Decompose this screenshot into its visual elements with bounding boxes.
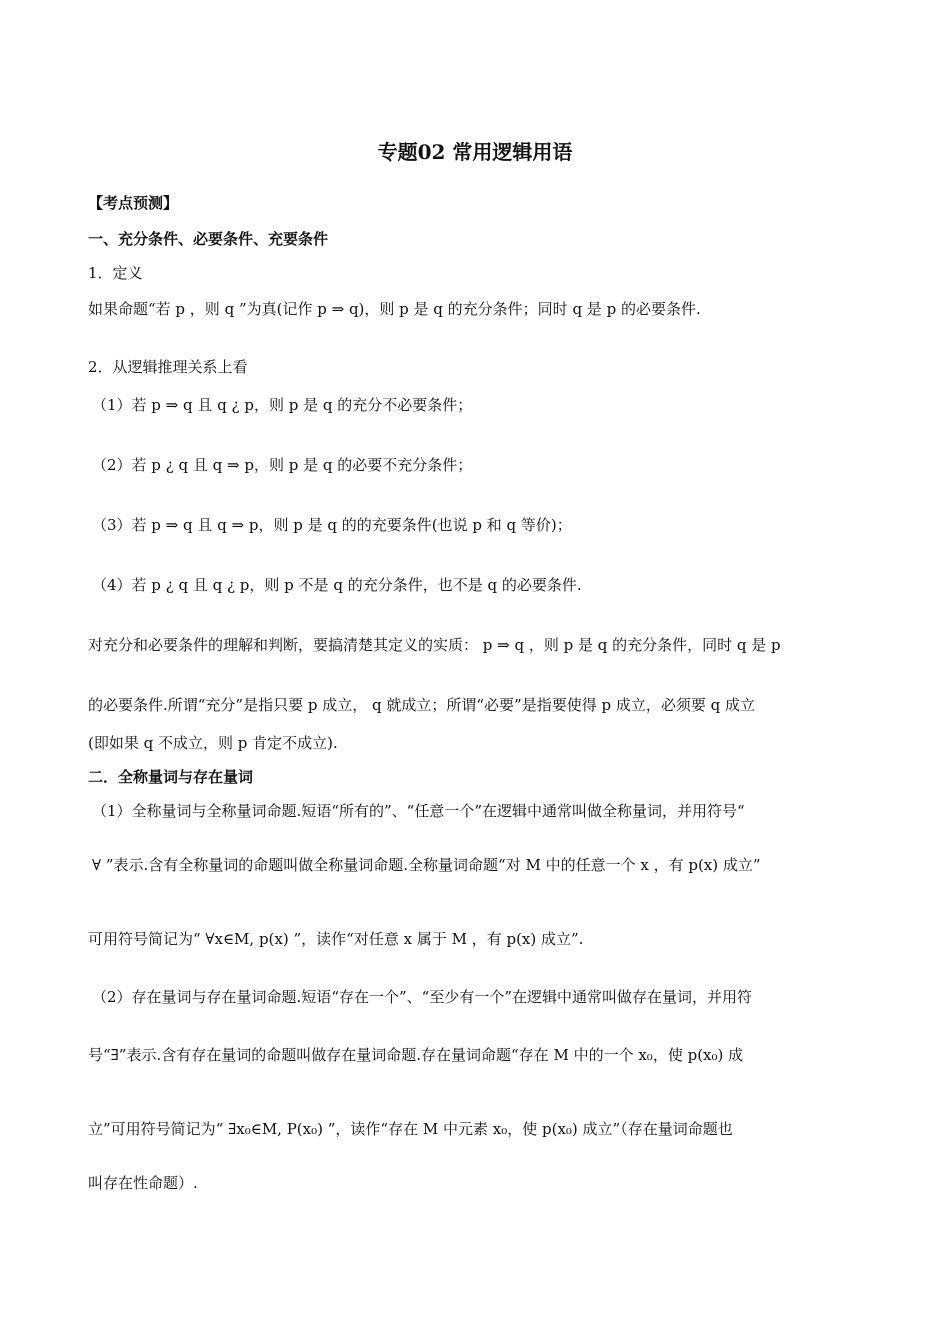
existential-line-3: 立”可用符号简记为“ ∃x₀∈M, P(x₀) ”，读作“存在 M 中元素 x₀，使 p(x₀) 成立”（存在量词命题也 bbox=[88, 1120, 733, 1138]
existential-line-2: 号“∃”表示.含有存在量词的命题叫做存在量词命题.存在量词命题“存在 M 中的一个 x₀，使 p(x₀) 成 bbox=[88, 1046, 744, 1064]
universal-line-3: 可用符号简记为“ ∀x∈M, p(x) ”，读作“对任意 x 属于 M ，有 p(x) 成立”. bbox=[88, 930, 584, 948]
case-2: （2）若 p ¿ q 且 q ⇒ p，则 p 是 q 的必要不充分条件； bbox=[92, 456, 473, 474]
paragraph-line-3: (即如果 q 不成立，则 p 肯定不成立). bbox=[88, 734, 338, 752]
paragraph-line-2: 的必要条件.所谓“充分”是指只要 p 成立， q 就成立；所谓“必要”是指要使得 p 成立，必须要 q 成立 bbox=[88, 696, 755, 714]
universal-line-1: （1）全称量词与全称量词命题.短语“所有的”、“任意一个”在逻辑中通常叫做全称量词，并用符号“ bbox=[92, 802, 745, 820]
existential-line-4: 叫存在性命题）. bbox=[88, 1174, 198, 1192]
section-tag: 【考点预测】 bbox=[88, 194, 179, 212]
heading-sufficient-necessary: 一、充分条件、必要条件、充要条件 bbox=[88, 230, 329, 248]
heading-quantifiers: 二．全称量词与存在量词 bbox=[88, 768, 254, 786]
definition-line: 如果命题“若 p ，则 q ”为真(记作 p ⇒ q)，则 p 是 q 的充分条件；同时 q 是 p 的必要条件. bbox=[88, 300, 701, 318]
existential-line-1: （2）存在量词与存在量词命题.短语“存在一个”、“至少有一个”在逻辑中通常叫做存在量词，并用符 bbox=[92, 988, 752, 1006]
subheading-definition: 1．定义 bbox=[88, 264, 143, 282]
universal-line-2: ∀ ”表示.含有全称量词的命题叫做全称量词命题.全称量词命题“对 M 中的任意一个 x ，有 p(x) 成立” bbox=[92, 856, 761, 874]
subheading-logic: 2．从逻辑推理关系上看 bbox=[88, 358, 248, 376]
case-3: （3）若 p ⇒ q 且 q ⇒ p，则 p 是 q 的的充要条件(也说 p 和 q 等价)； bbox=[92, 516, 572, 534]
case-4: （4）若 p ¿ q 且 q ¿ p，则 p 不是 q 的充分条件，也不是 q 的必要条件. bbox=[92, 576, 582, 594]
paragraph-line-1: 对充分和必要条件的理解和判断，要搞清楚其定义的实质： p ⇒ q ，则 p 是 q 的充分条件，同时 q 是 p bbox=[88, 636, 781, 654]
case-1: （1）若 p ⇒ q 且 q ¿ p，则 p 是 q 的充分不必要条件； bbox=[92, 396, 473, 414]
page-title: 专题02 常用逻辑用语 bbox=[377, 140, 573, 164]
